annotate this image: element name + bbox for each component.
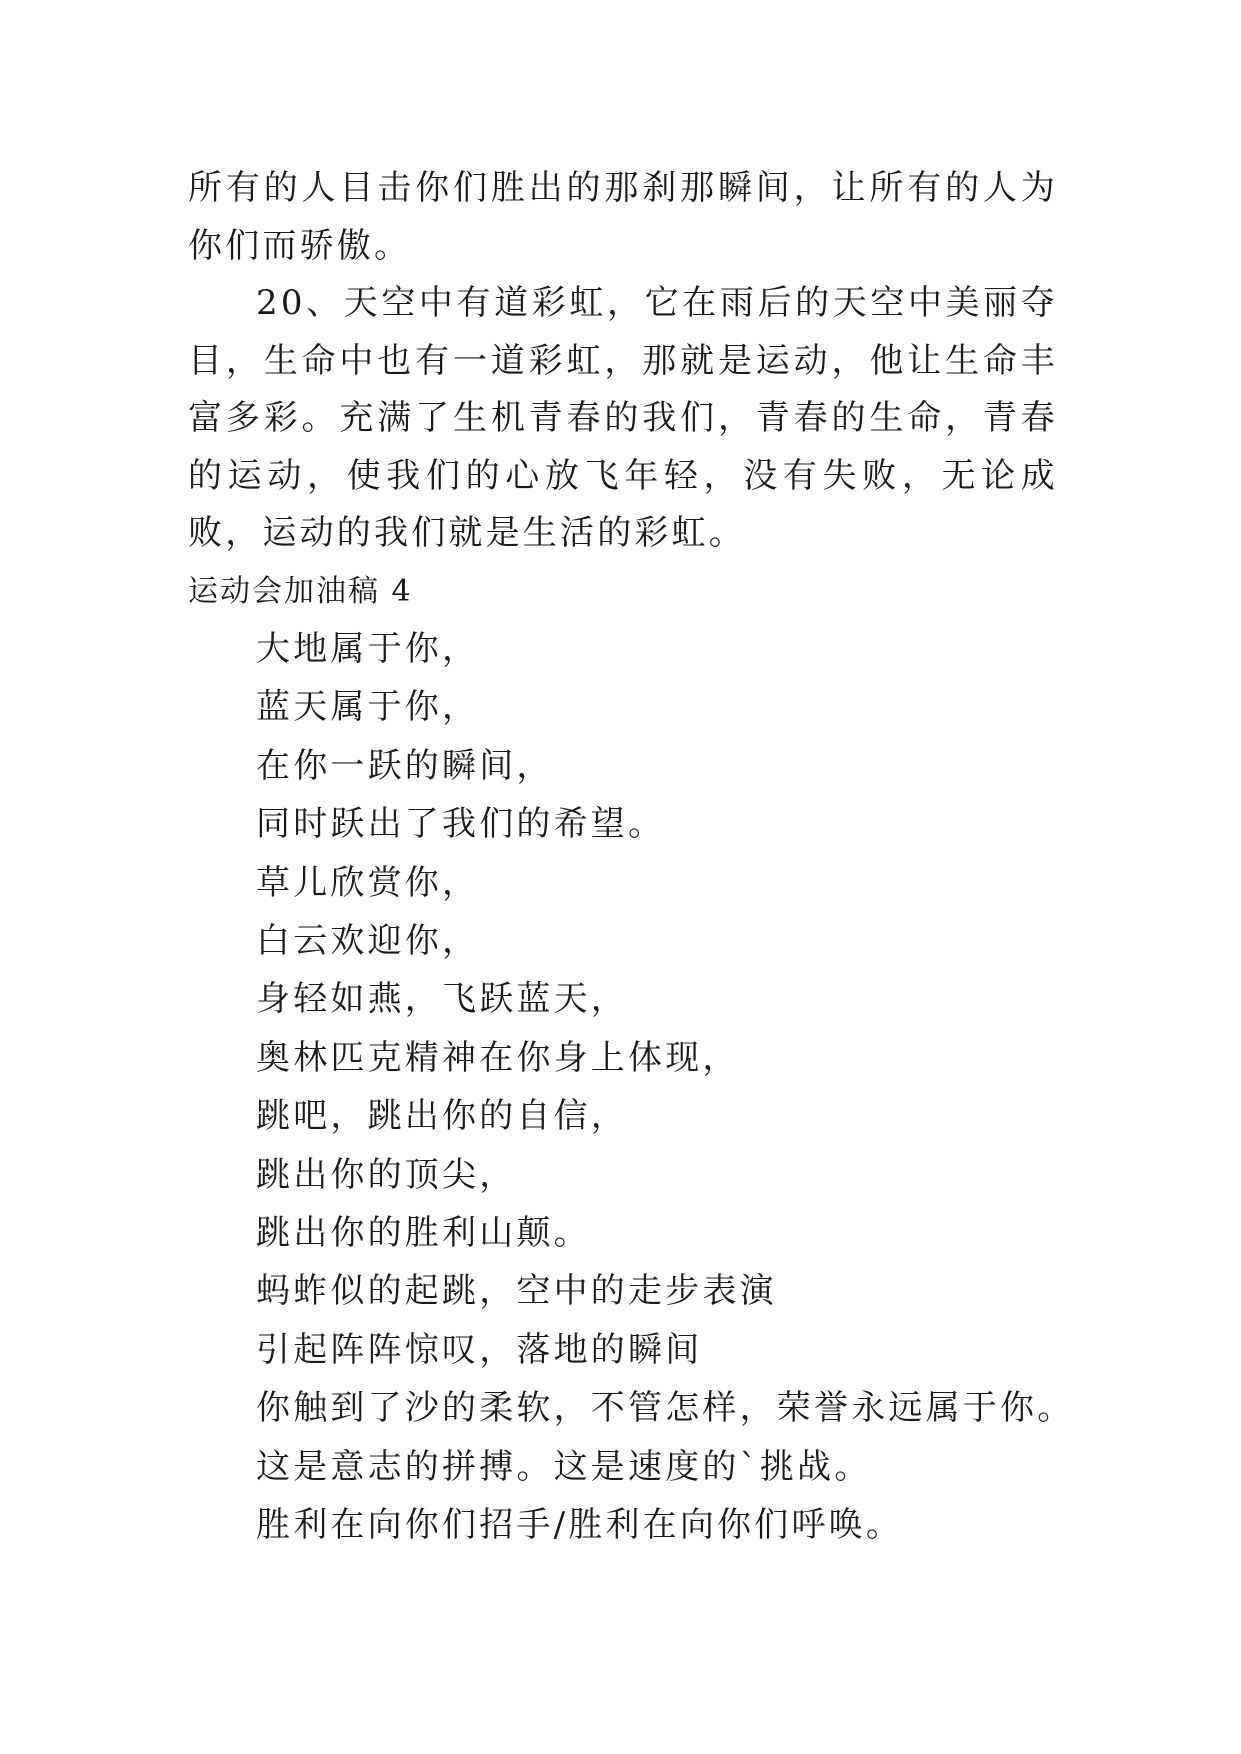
- document-content: [188, 160, 1075, 1555]
- poem-line: 奥林匹克精神在你身上体现，: [256, 1037, 740, 1078]
- poem-line: 这是意志的拼搏。这是速度的`挑战。: [256, 1446, 872, 1487]
- poem-line: 白云欢迎你，: [256, 921, 480, 962]
- poem-line: 同时跃出了我们的希望。: [256, 804, 666, 845]
- poem-line: 蚂蚱似的起跳，空中的走步表演: [256, 1271, 777, 1312]
- poem-line: 你触到了沙的柔软，不管怎样，荣誉永远属于你。: [256, 1388, 1075, 1429]
- poem-line: 引起阵阵惊叹，落地的瞬间: [256, 1329, 703, 1370]
- poem-line: 蓝天属于你，: [256, 687, 480, 728]
- poem-line: 跳吧，跳出你的自信，: [256, 1096, 628, 1137]
- poem-line: 胜利在向你们招手/胜利在向你们呼唤。: [256, 1505, 904, 1546]
- poem: [188, 620, 1075, 1555]
- poem-line: 身轻如燕，飞跃蓝天，: [256, 979, 628, 1020]
- paragraph-20: 20、天空中有道彩虹，它在雨后的天空中美丽夺目，生命中也有一道彩虹，那就是运动，他让生命丰富多彩。充满了生机青春的我们，青春的生命，青春的运动，使我们的心放飞年轻，没有失败，无论成败，运动的我们就是生活的彩虹。: [188, 283, 1058, 553]
- poem-line: 在你一跃的瞬间，: [256, 745, 554, 786]
- section-heading: 运动会加油稿 4: [188, 573, 413, 609]
- poem-line: 大地属于你，: [256, 629, 480, 669]
- paragraph-continuation: 所有的人目击你们胜出的那刹那瞬间，让所有的人为你们而骄傲。: [188, 168, 1058, 266]
- poem-line: 跳出你的顶尖，: [256, 1154, 517, 1195]
- poem-line: 跳出你的胜利山颠。: [256, 1213, 591, 1254]
- poem-line: 草儿欣赏你，: [256, 862, 480, 903]
